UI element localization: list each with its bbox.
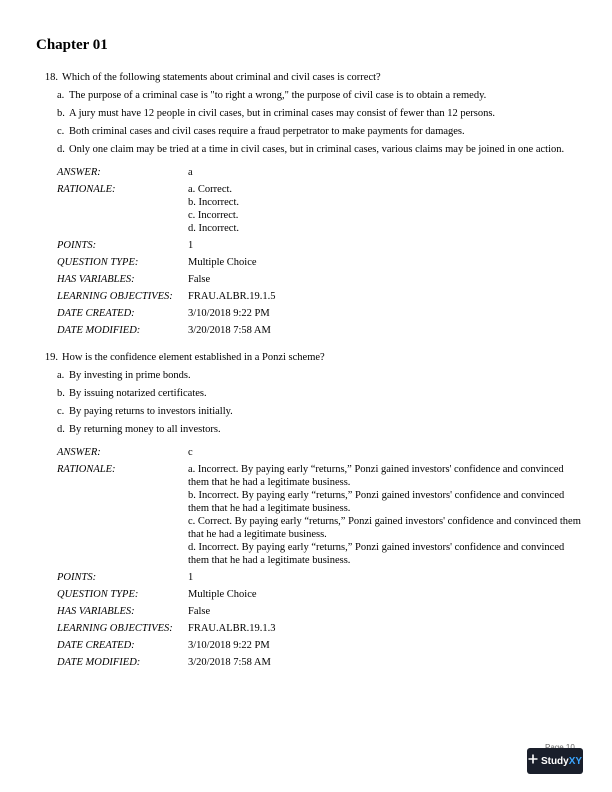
plus-icon [528,754,538,768]
answer-value: c [188,447,193,458]
brand-wordmark: StudyXY [540,755,583,767]
question-type-label: QUESTION TYPE: [57,589,139,600]
has-variables-label: HAS VARIABLES: [57,274,135,285]
question-number: 18. [44,72,58,83]
question-text: Which of the following statements about criminal and civil cases is correct? [62,72,381,83]
question-19 [36,351,581,673]
date-created-label: DATE CREATED: [57,640,135,651]
points-label: POINTS: [57,572,97,583]
studyxy-badge[interactable] [527,748,583,774]
has-variables-value: False [188,606,211,617]
option-b: b. By issuing notarized certificates. [57,388,207,399]
question-type-label: QUESTION TYPE: [57,257,139,268]
answer-value: a [188,167,193,178]
learning-objectives-label: LEARNING OBJECTIVES: [57,623,173,634]
question-text: How is the confidence element established in a Ponzi scheme? [62,352,325,363]
rationale-label: RATIONALE: [57,184,116,195]
option-b: b. A jury must have 12 people in civil cases, but in criminal cases may consist of fewer than 12 persons. [57,108,496,119]
date-created-value: 3/10/2018 9:22 PM [188,640,270,651]
points-value: 1 [188,240,194,251]
answer-label: ANSWER: [57,447,101,458]
date-modified-value: 3/20/2018 7:58 AM [188,657,271,668]
question-type-value: Multiple Choice [188,257,257,268]
option-a: a. By investing in prime bonds. [57,370,191,381]
learning-objectives-value: FRAU.ALBR.19.1.5 [188,291,276,302]
date-created-label: DATE CREATED: [57,308,135,319]
learning-objectives-label: LEARNING OBJECTIVES: [57,291,173,302]
question-metadata [57,446,581,669]
question-type-value: Multiple Choice [188,589,257,600]
learning-objectives-value: FRAU.ALBR.19.1.3 [188,623,276,634]
rationale-value: a. Incorrect. By paying early “returns,” Ponzi gained investors' confidence and convinced them that he had a legitimate business. b. Incorrect. By paying early “returns,” Ponzi gained investors' confidence and convinced them that he had a legitimate business. c. Correct. By paying early “returns,” Ponzi gained investors' confidence and convinced them that he had a legitimate business. d. Incorrect. By paying early “returns,” Ponzi gained investors' confidence and convinced them that he had a legitimate business. [188,464,581,566]
rationale-value: a. Correct. b. Incorrect. c. Incorrect. d. Incorrect. [188,184,240,234]
option-d: d. Only one claim may be tried at a time in civil cases, but in criminal cases, various claims may be joined in one action. [57,144,565,155]
option-c: c. Both criminal cases and civil cases require a fraud perpetrator to make payments for damages. [57,126,465,137]
chapter-title: Chapter 01 [36,37,108,53]
question-18 [36,71,581,341]
points-value: 1 [188,572,194,583]
points-label: POINTS: [57,240,97,251]
question-number: 19. [44,352,58,363]
question-metadata [57,166,581,337]
answer-label: ANSWER: [57,167,101,178]
has-variables-label: HAS VARIABLES: [57,606,135,617]
date-modified-label: DATE MODIFIED: [57,325,141,336]
date-modified-label: DATE MODIFIED: [57,657,141,668]
option-a: a. The purpose of a criminal case is "to right a wrong," the purpose of civil case is to obtain a remedy. [57,90,487,101]
option-c: c. By paying returns to investors initially. [57,406,233,417]
has-variables-value: False [188,274,211,285]
rationale-label: RATIONALE: [57,464,116,475]
option-d: d. By returning money to all investors. [57,424,221,435]
date-created-value: 3/10/2018 9:22 PM [188,308,270,319]
date-modified-value: 3/20/2018 7:58 AM [188,325,271,336]
